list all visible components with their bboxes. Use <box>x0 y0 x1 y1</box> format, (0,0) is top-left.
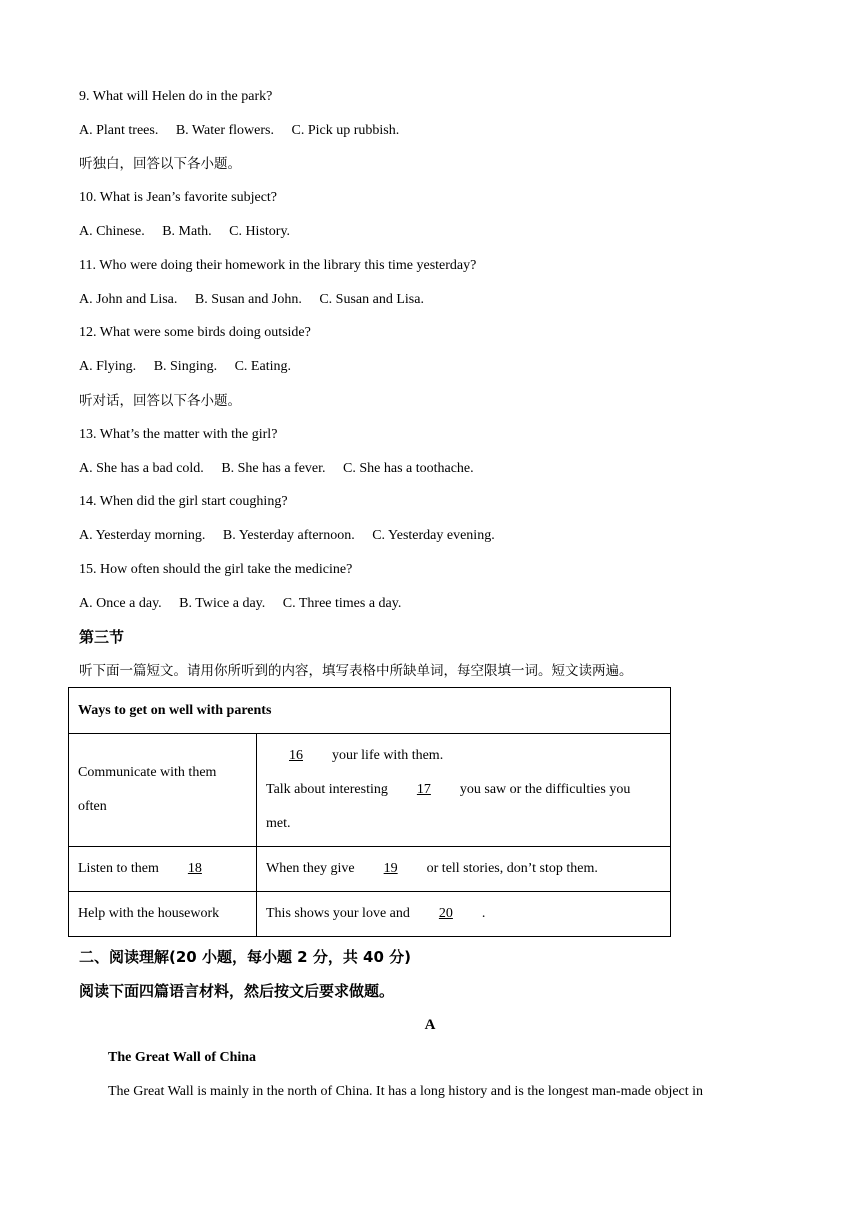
option-c: C. She has a toothache. <box>343 461 474 476</box>
option-b: B. Math. <box>162 224 212 239</box>
option-a: A. John and Lisa. <box>79 292 178 307</box>
option-c: C. Yesterday evening. <box>372 528 495 543</box>
question-12-options <box>79 357 305 377</box>
row-1-line-3: met. <box>266 816 291 831</box>
blank-19[interactable]: 19 <box>383 861 398 876</box>
question-13-options <box>79 459 488 479</box>
question-9-options <box>79 121 413 141</box>
option-a: A. Plant trees. <box>79 123 159 138</box>
table-header: Ways to get on well with parents <box>69 688 671 734</box>
question-15-options <box>79 594 415 614</box>
table-row-3-label: Help with the housework <box>69 892 257 937</box>
passage-title: The Great Wall of China <box>108 1050 257 1065</box>
option-a: A. Once a day. <box>79 596 162 611</box>
option-c: C. Pick up rubbish. <box>291 123 400 138</box>
row-2-label-text: Listen to them <box>78 861 159 876</box>
row-1-line-2-post: you saw or the difficulties you <box>459 782 631 797</box>
option-b: B. She has a fever. <box>221 461 326 476</box>
table-row-2-content <box>257 847 671 892</box>
fill-in-table <box>68 687 671 937</box>
row-1-line-2-pre: Talk about interesting <box>266 782 388 797</box>
option-a: A. Yesterday morning. <box>79 528 206 543</box>
option-c: C. Three times a day. <box>282 596 402 611</box>
passage-label: A <box>424 1017 436 1033</box>
part-2-instructions: 阅读下面四篇语言材料，然后按文后要求做题。 <box>79 982 395 1000</box>
question-13: 13. What’s the matter with the girl? <box>79 427 278 442</box>
option-b: B. Twice a day. <box>179 596 266 611</box>
question-15: 15. How often should the girl take the medicine? <box>79 562 353 577</box>
blank-20[interactable]: 20 <box>438 906 453 921</box>
question-11: 11. Who were doing their homework in the library this time yesterday? <box>79 258 477 273</box>
option-b: B. Susan and John. <box>194 292 302 307</box>
blank-18[interactable]: 18 <box>187 861 202 876</box>
blank-17[interactable]: 17 <box>416 782 431 797</box>
table-row-3-content <box>257 892 671 937</box>
option-c: C. History. <box>229 224 291 239</box>
question-14: 14. When did the girl start coughing? <box>79 494 288 509</box>
option-c: C. Susan and Lisa. <box>319 292 424 307</box>
part-2-title: 二、阅读理解(20 小题，每小题 2 分，共 40 分) <box>79 948 412 966</box>
row-1-line-1: your life with them. <box>332 748 444 763</box>
passage-text: The Great Wall is mainly in the north of China. It has a long history and is the longest man-made object in <box>108 1084 704 1099</box>
monologue-intro: 听独白，回答以下各小题。 <box>79 156 241 172</box>
row-2-post: or tell stories, don’t stop them. <box>426 861 598 876</box>
option-b: B. Singing. <box>153 359 218 374</box>
question-14-options <box>79 526 509 546</box>
table-row-1-label: Communicate with them often <box>69 734 257 847</box>
row-2-pre: When they give <box>266 861 355 876</box>
table-row-1-content <box>257 734 671 847</box>
question-10: 10. What is Jean’s favorite subject? <box>79 190 278 205</box>
section-3-title: 第三节 <box>79 628 125 646</box>
option-b: B. Yesterday afternoon. <box>222 528 355 543</box>
question-10-options <box>79 222 304 242</box>
option-a: A. Flying. <box>79 359 137 374</box>
section-3-instructions: 听下面一篇短文。请用你所听到的内容，填写表格中所缺单词，每空限填一词。短文读两遍。 <box>79 663 633 679</box>
option-a: A. Chinese. <box>79 224 145 239</box>
dialogue-intro: 听对话，回答以下各小题。 <box>79 393 241 409</box>
option-b: B. Water flowers. <box>175 123 274 138</box>
question-11-options <box>79 290 438 310</box>
question-12: 12. What were some birds doing outside? <box>79 325 311 340</box>
row-3-post: . <box>481 906 486 921</box>
blank-16[interactable]: 16 <box>289 748 303 763</box>
question-9: 9. What will Helen do in the park? <box>79 89 273 104</box>
table-row-2-label <box>69 847 257 892</box>
option-a: A. She has a bad cold. <box>79 461 204 476</box>
row-3-pre: This shows your love and <box>266 906 410 921</box>
option-c: C. Eating. <box>234 359 291 374</box>
